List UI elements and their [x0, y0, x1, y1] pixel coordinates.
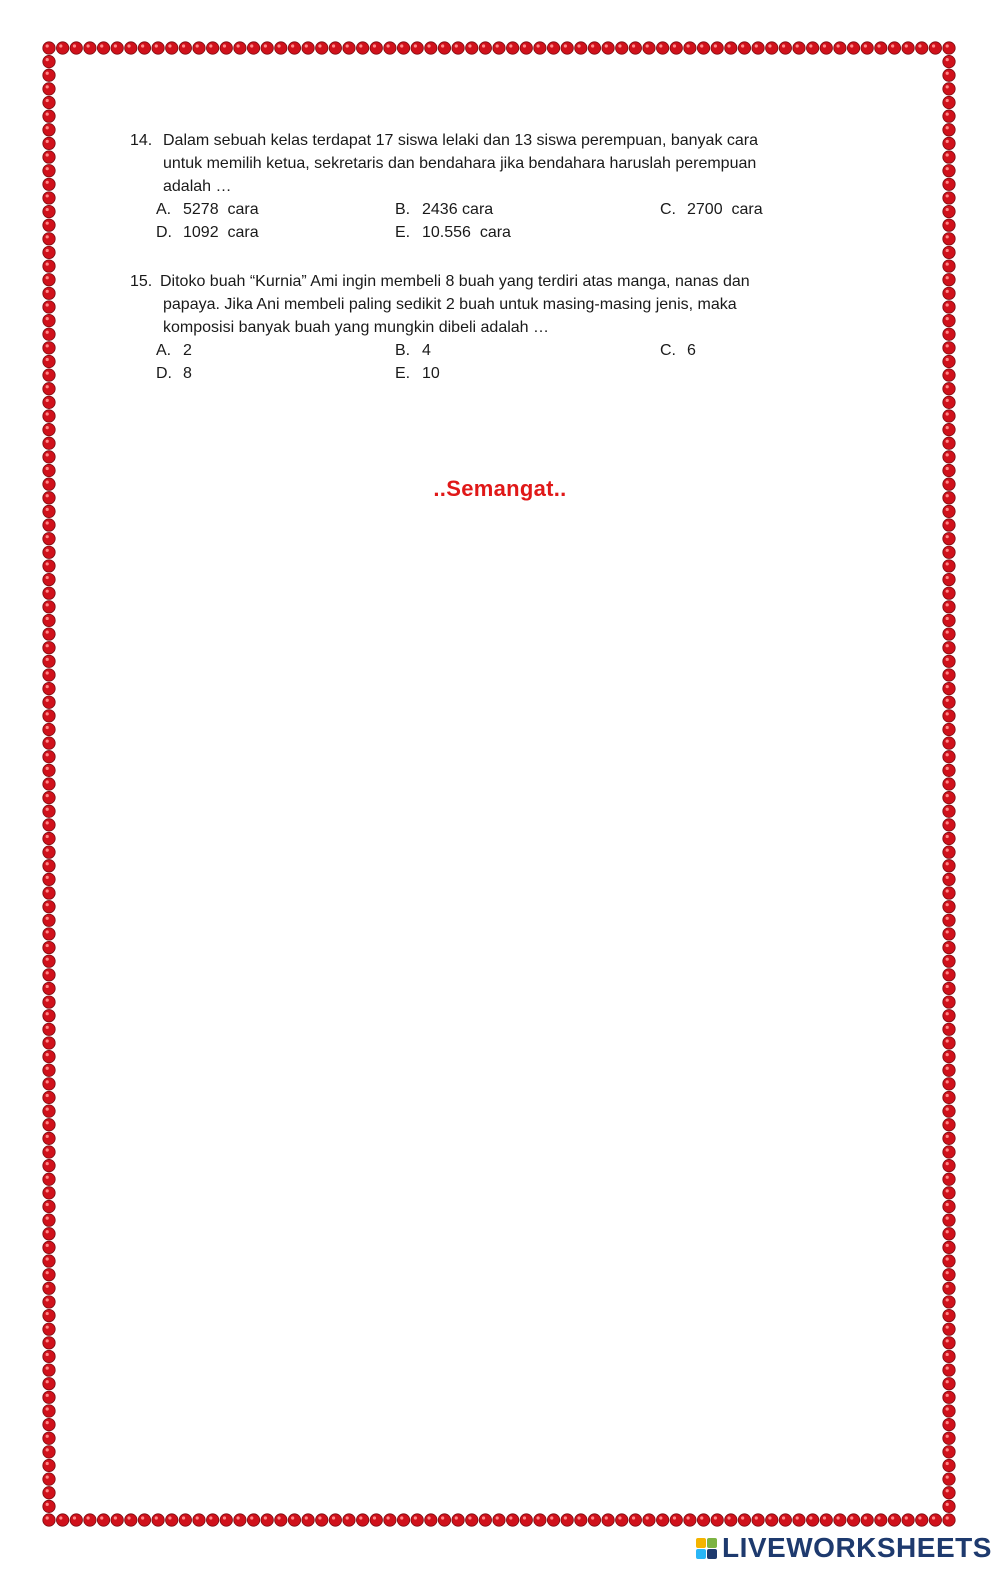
option-e: E. 10.556 cara — [395, 224, 511, 241]
question-14-number: 14. — [130, 132, 153, 149]
option-a: A. 2 — [156, 342, 192, 359]
question-15-text: 15. Ditoko buah “Kurnia” Ami ingin membeli 8 buah yang terdiri atas manga, nanas dan papaya. Jika Ani membeli paling sedikit 2 buah untuk masing-masing jenis, maka komposisi banyak buah yang mungkin dibeli adalah … — [130, 270, 830, 339]
option-c: C. 6 — [660, 342, 696, 359]
question-15-options — [156, 339, 830, 385]
question-15 — [130, 270, 830, 385]
option-b: B. 4 — [395, 342, 431, 359]
logo-tile-3 — [696, 1549, 706, 1559]
option-d: D. 1092 cara — [156, 224, 259, 241]
question-14-options — [156, 198, 830, 244]
liveworksheets-logo — [696, 1532, 992, 1564]
option-c: C. 2700 cara — [660, 201, 763, 218]
logo-text: LIVEWORKSHEETS — [722, 1532, 992, 1563]
logo-grid-icon — [696, 1538, 717, 1559]
logo-tile-4 — [707, 1549, 717, 1559]
closing-message: ..Semangat.. — [433, 476, 567, 501]
option-a: A. 5278 cara — [156, 201, 259, 218]
option-d: D. 8 — [156, 365, 192, 382]
logo-tile-1 — [696, 1538, 706, 1548]
option-e: E. 10 — [395, 365, 440, 382]
question-15-number: 15. — [130, 273, 153, 290]
question-14-text: 14. Dalam sebuah kelas terdapat 17 siswa lelaki dan 13 siswa perempuan, banyak cara untuk memilih ketua, sekretaris dan bendahara jika bendahara haruslah perempuan adalah … — [130, 129, 830, 198]
question-14 — [130, 129, 830, 244]
logo-tile-2 — [707, 1538, 717, 1548]
option-b: B. 2436 cara — [395, 201, 494, 218]
